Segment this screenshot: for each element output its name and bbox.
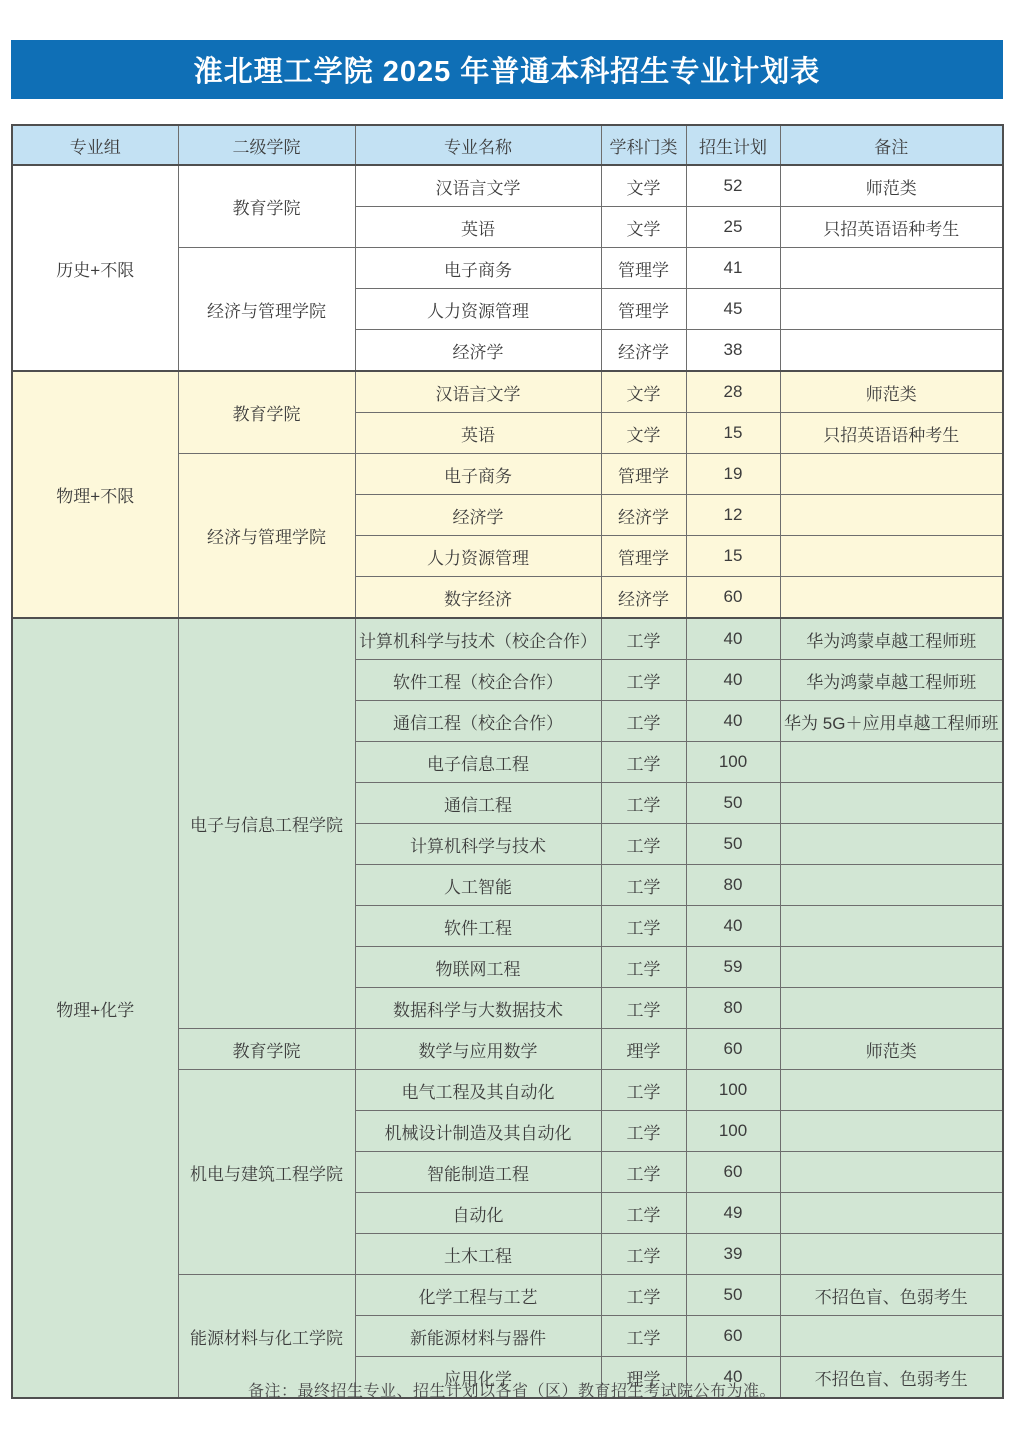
column-header: 备注 — [780, 125, 1003, 165]
remark-cell — [780, 1111, 1003, 1152]
remark-cell — [780, 947, 1003, 988]
plan-count-cell: 28 — [686, 371, 780, 413]
major-name-cell: 智能制造工程 — [355, 1152, 601, 1193]
plan-count-cell: 59 — [686, 947, 780, 988]
major-name-cell: 应用化学 — [355, 1357, 601, 1399]
major-name-cell: 数学与应用数学 — [355, 1029, 601, 1070]
college-cell: 教育学院 — [178, 371, 355, 454]
major-name-cell: 计算机科学与技术（校企合作） — [355, 618, 601, 660]
discipline-cell: 工学 — [601, 1193, 686, 1234]
discipline-cell: 经济学 — [601, 577, 686, 619]
discipline-cell: 理学 — [601, 1029, 686, 1070]
plan-count-cell: 40 — [686, 618, 780, 660]
remark-cell: 师范类 — [780, 371, 1003, 413]
discipline-cell: 工学 — [601, 906, 686, 947]
discipline-cell: 工学 — [601, 1275, 686, 1316]
discipline-cell: 文学 — [601, 371, 686, 413]
remark-cell — [780, 906, 1003, 947]
header-row — [12, 125, 1003, 165]
remark-cell — [780, 865, 1003, 906]
major-name-cell: 物联网工程 — [355, 947, 601, 988]
major-name-cell: 电子商务 — [355, 248, 601, 289]
major-name-cell: 土木工程 — [355, 1234, 601, 1275]
plan-count-cell: 100 — [686, 1070, 780, 1111]
discipline-cell: 管理学 — [601, 289, 686, 330]
major-name-cell: 英语 — [355, 413, 601, 454]
admission-plan-table-container — [11, 124, 1004, 1399]
remark-cell: 华为鸿蒙卓越工程师班 — [780, 618, 1003, 660]
plan-count-cell: 45 — [686, 289, 780, 330]
plan-count-cell: 52 — [686, 165, 780, 207]
plan-count-cell: 50 — [686, 1275, 780, 1316]
remark-cell — [780, 495, 1003, 536]
column-header: 学科门类 — [601, 125, 686, 165]
plan-count-cell: 50 — [686, 783, 780, 824]
discipline-cell: 工学 — [601, 660, 686, 701]
remark-cell — [780, 1070, 1003, 1111]
college-cell: 能源材料与化工学院 — [178, 1275, 355, 1399]
college-cell: 电子与信息工程学院 — [178, 618, 355, 1029]
plan-count-cell: 19 — [686, 454, 780, 495]
remark-cell: 只招英语语种考生 — [780, 413, 1003, 454]
discipline-cell: 工学 — [601, 1070, 686, 1111]
discipline-cell: 工学 — [601, 742, 686, 783]
table-row — [12, 371, 1003, 413]
table-header — [12, 125, 1003, 165]
column-header: 二级学院 — [178, 125, 355, 165]
discipline-cell: 工学 — [601, 865, 686, 906]
remark-cell: 不招色盲、色弱考生 — [780, 1275, 1003, 1316]
college-cell: 经济与管理学院 — [178, 454, 355, 619]
major-name-cell: 电子商务 — [355, 454, 601, 495]
discipline-cell: 工学 — [601, 701, 686, 742]
major-name-cell: 机械设计制造及其自动化 — [355, 1111, 601, 1152]
remark-cell: 师范类 — [780, 1029, 1003, 1070]
discipline-cell: 文学 — [601, 207, 686, 248]
major-name-cell: 人力资源管理 — [355, 289, 601, 330]
remark-cell — [780, 988, 1003, 1029]
table-row — [12, 165, 1003, 207]
major-name-cell: 电子信息工程 — [355, 742, 601, 783]
plan-count-cell: 60 — [686, 577, 780, 619]
college-cell: 机电与建筑工程学院 — [178, 1070, 355, 1275]
major-name-cell: 自动化 — [355, 1193, 601, 1234]
remark-cell: 不招色盲、色弱考生 — [780, 1357, 1003, 1399]
major-name-cell: 英语 — [355, 207, 601, 248]
remark-cell — [780, 1193, 1003, 1234]
remark-cell — [780, 248, 1003, 289]
plan-count-cell: 40 — [686, 906, 780, 947]
plan-count-cell: 80 — [686, 988, 780, 1029]
remark-cell: 只招英语语种考生 — [780, 207, 1003, 248]
remark-cell — [780, 1234, 1003, 1275]
discipline-cell: 工学 — [601, 618, 686, 660]
admission-plan-table — [11, 124, 1004, 1399]
major-name-cell: 通信工程（校企合作） — [355, 701, 601, 742]
discipline-cell: 工学 — [601, 783, 686, 824]
discipline-cell: 工学 — [601, 988, 686, 1029]
plan-count-cell: 40 — [686, 701, 780, 742]
major-name-cell: 汉语言文学 — [355, 371, 601, 413]
discipline-cell: 理学 — [601, 1357, 686, 1399]
remark-cell — [780, 536, 1003, 577]
discipline-cell: 工学 — [601, 1234, 686, 1275]
plan-count-cell: 15 — [686, 536, 780, 577]
column-header: 招生计划 — [686, 125, 780, 165]
table-row — [12, 618, 1003, 660]
plan-count-cell: 39 — [686, 1234, 780, 1275]
remark-cell — [780, 454, 1003, 495]
major-name-cell: 电气工程及其自动化 — [355, 1070, 601, 1111]
column-header: 专业名称 — [355, 125, 601, 165]
discipline-cell: 管理学 — [601, 248, 686, 289]
plan-count-cell: 49 — [686, 1193, 780, 1234]
plan-count-cell: 40 — [686, 1357, 780, 1399]
remark-cell — [780, 824, 1003, 865]
discipline-cell: 工学 — [601, 1316, 686, 1357]
remark-cell — [780, 783, 1003, 824]
plan-count-cell: 80 — [686, 865, 780, 906]
major-group-cell: 物理+不限 — [12, 371, 178, 618]
discipline-cell: 经济学 — [601, 495, 686, 536]
plan-count-cell: 12 — [686, 495, 780, 536]
major-name-cell: 数据科学与大数据技术 — [355, 988, 601, 1029]
major-name-cell: 汉语言文学 — [355, 165, 601, 207]
remark-cell: 师范类 — [780, 165, 1003, 207]
plan-count-cell: 100 — [686, 742, 780, 783]
discipline-cell: 工学 — [601, 1152, 686, 1193]
major-name-cell: 经济学 — [355, 495, 601, 536]
major-name-cell: 计算机科学与技术 — [355, 824, 601, 865]
remark-cell — [780, 1316, 1003, 1357]
major-name-cell: 人工智能 — [355, 865, 601, 906]
major-name-cell: 经济学 — [355, 330, 601, 372]
college-cell: 教育学院 — [178, 165, 355, 248]
discipline-cell: 文学 — [601, 413, 686, 454]
plan-count-cell: 38 — [686, 330, 780, 372]
discipline-cell: 文学 — [601, 165, 686, 207]
plan-count-cell: 60 — [686, 1316, 780, 1357]
remark-cell: 华为鸿蒙卓越工程师班 — [780, 660, 1003, 701]
college-cell: 经济与管理学院 — [178, 248, 355, 372]
plan-count-cell: 60 — [686, 1029, 780, 1070]
column-header: 专业组 — [12, 125, 178, 165]
plan-count-cell: 15 — [686, 413, 780, 454]
remark-cell — [780, 330, 1003, 372]
discipline-cell: 工学 — [601, 824, 686, 865]
plan-count-cell: 50 — [686, 824, 780, 865]
major-name-cell: 软件工程 — [355, 906, 601, 947]
page-title: 淮北理工学院 2025 年普通本科招生专业计划表 — [193, 56, 821, 88]
remark-cell — [780, 742, 1003, 783]
major-name-cell: 通信工程 — [355, 783, 601, 824]
remark-cell — [780, 289, 1003, 330]
major-name-cell: 新能源材料与器件 — [355, 1316, 601, 1357]
discipline-cell: 管理学 — [601, 536, 686, 577]
major-name-cell: 化学工程与工艺 — [355, 1275, 601, 1316]
major-name-cell: 人力资源管理 — [355, 536, 601, 577]
plan-count-cell: 60 — [686, 1152, 780, 1193]
discipline-cell: 管理学 — [601, 454, 686, 495]
major-group-cell: 物理+化学 — [12, 618, 178, 1398]
plan-count-cell: 100 — [686, 1111, 780, 1152]
table-body — [12, 165, 1003, 1398]
discipline-cell: 经济学 — [601, 330, 686, 372]
discipline-cell: 工学 — [601, 947, 686, 988]
remark-cell: 华为 5G＋应用卓越工程师班 — [780, 701, 1003, 742]
plan-count-cell: 41 — [686, 248, 780, 289]
plan-count-cell: 25 — [686, 207, 780, 248]
title-banner — [11, 40, 1003, 99]
plan-count-cell: 40 — [686, 660, 780, 701]
footnote: 备注：最终招生专业、招生计划以各省（区）教育招生考试院公布为准。 — [247, 1383, 776, 1400]
remark-cell — [780, 577, 1003, 619]
discipline-cell: 工学 — [601, 1111, 686, 1152]
remark-cell — [780, 1152, 1003, 1193]
major-group-cell: 历史+不限 — [12, 165, 178, 371]
major-name-cell: 软件工程（校企合作） — [355, 660, 601, 701]
college-cell: 教育学院 — [178, 1029, 355, 1070]
major-name-cell: 数字经济 — [355, 577, 601, 619]
